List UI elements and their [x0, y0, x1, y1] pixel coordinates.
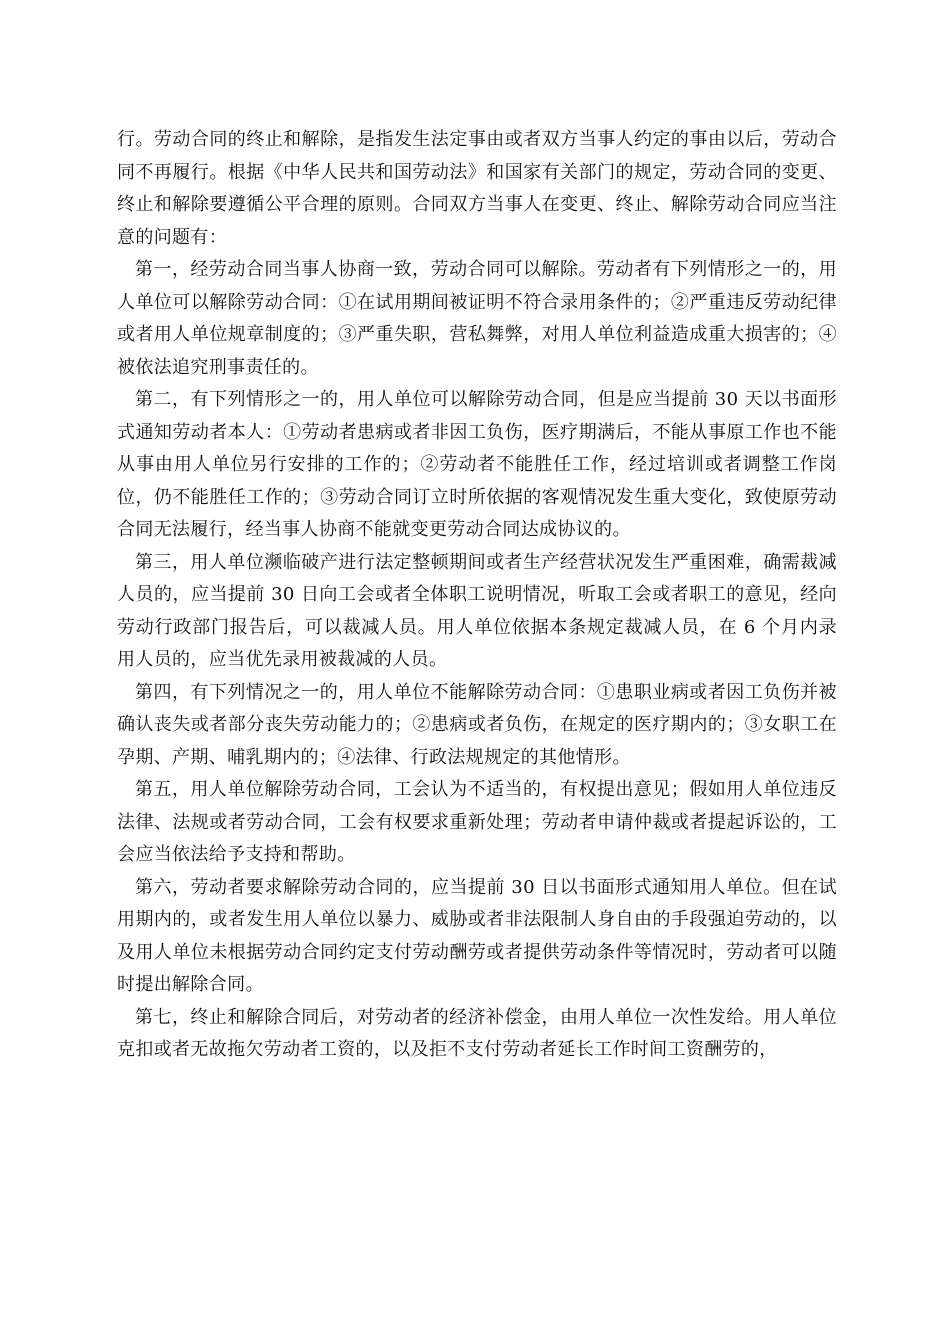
paragraph-sixth: 第六，劳动者要求解除劳动合同的，应当提前 30 日以书面形式通知用人单位。但在试用期内的，或者发生用人单位以暴力、威胁或者非法限制人身自由的手段强迫劳动的，以及用人单位未根据劳动合同约定支付劳动酬劳或者提供劳动条件等情况时，劳动者可以随时提出解除合同。	[117, 876, 837, 995]
paragraph-second: 第二，有下列情形之一的，用人单位可以解除劳动合同，但是应当提前 30 天以书面形式通知劳动者本人：①劳动者患病或者非因工负伤，医疗期满后，不能从事原工作也不能从事由用人单位另行安排的工作的；②劳动者不能胜任工作，经过培训或者调整工作岗位，仍不能胜任工作的；③劳动合同订立时所依据的客观情况发生重大变化，致使原劳动合同无法履行，经当事人协商不能就变更劳动合同达成协议的。	[117, 389, 837, 540]
paragraph-fourth: 第四，有下列情况之一的，用人单位不能解除劳动合同：①患职业病或者因工负伤并被确认丧失或者部分丧失劳动能力的；②患病或者负伤，在规定的医疗期内的；③女职工在孕期、产期、哺乳期内的；④法律、行政法规规定的其他情形。	[117, 681, 837, 768]
paragraph-third: 第三，用人单位濒临破产进行法定整顿期间或者生产经营状况发生严重困难，确需裁减人员的，应当提前 30 日向工会或者全体职工说明情况，听取工会或者职工的意见，经向劳动行政部门报告后，可以裁减人员。用人单位依据本条规定裁减人员，在 6 个月内录用人员的，应当优先录用被裁减的人员。	[117, 551, 837, 670]
paragraph-intro: 行。劳动合同的终止和解除，是指发生法定事由或者双方当事人约定的事由以后，劳动合同不再履行。根据《中华人民共和国劳动法》和国家有关部门的规定，劳动合同的变更、终止和解除要遵循公平合理的原则。合同双方当事人在变更、终止、解除劳动合同应当注意的问题有：	[117, 129, 837, 248]
paragraph-fifth: 第五，用人单位解除劳动合同，工会认为不适当的，有权提出意见；假如用人单位违反法律、法规或者劳动合同，工会有权要求重新处理；劳动者申请仲裁或者提起诉讼的，工会应当依法给予支持和帮助。	[117, 779, 837, 865]
paragraph-first: 第一，经劳动合同当事人协商一致，劳动合同可以解除。劳动者有下列情形之一的，用人单位可以解除劳动合同：①在试用期间被证明不符合录用条件的；②严重违反劳动纪律或者用人单位规章制度的；③严重失职，营私舞弊，对用人单位利益造成重大损害的；④被依法追究刑事责任的。	[117, 259, 837, 378]
document-body	[117, 124, 837, 1067]
paragraph-seventh: 第七，终止和解除合同后，对劳动者的经济补偿金，由用人单位一次性发给。用人单位克扣或者无故拖欠劳动者工资的，以及拒不支付劳动者延长工作时间工资酬劳的，	[117, 1006, 837, 1060]
